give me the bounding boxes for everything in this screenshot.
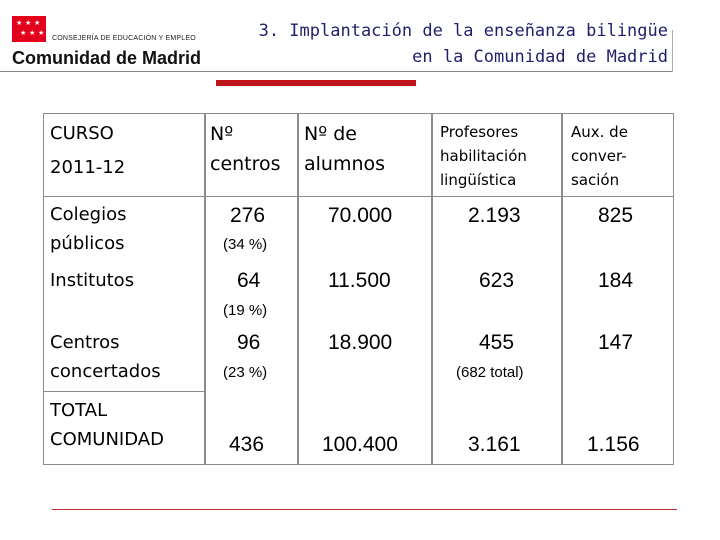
cell-alumnos: 100.400	[322, 433, 398, 456]
row-label-colegios	[50, 200, 126, 258]
logo-subtitle: CONSEJERÍA DE EDUCACIÓN Y EMPLEO	[52, 35, 196, 42]
row-label-line: concertados	[50, 361, 161, 382]
cell-centros-pct: (34 %)	[223, 236, 268, 253]
cell-alumnos: 11.500	[328, 269, 391, 292]
header-aux-line: conver-	[571, 147, 627, 165]
header-centros-line: centros	[210, 153, 281, 175]
header-aux-line: Aux. de	[571, 123, 628, 141]
row-label-line: Institutos	[50, 270, 135, 291]
row-divider	[43, 391, 205, 392]
logo-title: Comunidad de Madrid	[12, 48, 201, 68]
row-label-line: Colegios	[50, 204, 127, 225]
cell-profesores-note: (682 total)	[456, 364, 524, 381]
cell-centros-pct: (19 %)	[223, 302, 268, 319]
row-label-concertados	[50, 328, 161, 386]
header-alumnos-line: Nº de	[304, 123, 357, 145]
madrid-flag-icon: ★ ★ ★ ★ ★ ★	[12, 16, 46, 42]
row-label-line: Centros	[50, 332, 120, 353]
header-curso-line: CURSO	[50, 123, 114, 144]
cell-profesores: 2.193	[468, 204, 521, 227]
header-curso	[50, 117, 125, 185]
cell-centros: 64	[237, 269, 261, 292]
cell-aux: 825	[598, 204, 634, 227]
cell-alumnos: 18.900	[328, 331, 393, 354]
row-label-line: COMUNIDAD	[50, 429, 164, 450]
header-alumnos	[304, 119, 385, 179]
cell-aux: 147	[598, 331, 634, 354]
accent-bar	[216, 80, 416, 86]
header-centros	[210, 119, 281, 179]
cell-centros: 276	[230, 204, 266, 227]
footer-divider	[52, 509, 677, 510]
cell-alumnos: 70.000	[328, 204, 393, 227]
header-vertical-divider	[672, 30, 673, 72]
header-aux	[571, 120, 628, 192]
header-alumnos-line: alumnos	[304, 153, 386, 175]
header-profesores-line: habilitación	[440, 147, 527, 165]
cell-centros: 436	[229, 433, 265, 456]
cell-aux: 1.156	[587, 433, 640, 456]
title-line-2: en la Comunidad de Madrid	[412, 47, 668, 67]
header-curso-line: 2011-12	[50, 157, 126, 178]
row-label-total	[50, 396, 164, 454]
cell-profesores: 3.161	[468, 433, 521, 456]
header-divider	[0, 71, 672, 72]
cell-centros: 96	[237, 331, 261, 354]
row-label-institutos	[50, 266, 134, 295]
header-profesores-line: Profesores	[440, 123, 519, 141]
cell-profesores: 623	[479, 269, 515, 292]
cell-aux: 184	[598, 269, 634, 292]
slide-title	[259, 18, 668, 70]
header-centros-line: Nº	[210, 123, 234, 145]
header-profesores-line: lingüística	[440, 171, 517, 189]
cell-centros-pct: (23 %)	[223, 364, 268, 381]
row-label-line: públicos	[50, 233, 125, 254]
header-aux-line: sación	[571, 171, 620, 189]
row-label-line: TOTAL	[50, 400, 108, 421]
header-profesores	[440, 120, 527, 192]
title-line-1: 3. Implantación de la enseñanza bilingüe	[258, 21, 668, 41]
header-row-divider	[43, 196, 674, 197]
cell-profesores: 455	[479, 331, 515, 354]
